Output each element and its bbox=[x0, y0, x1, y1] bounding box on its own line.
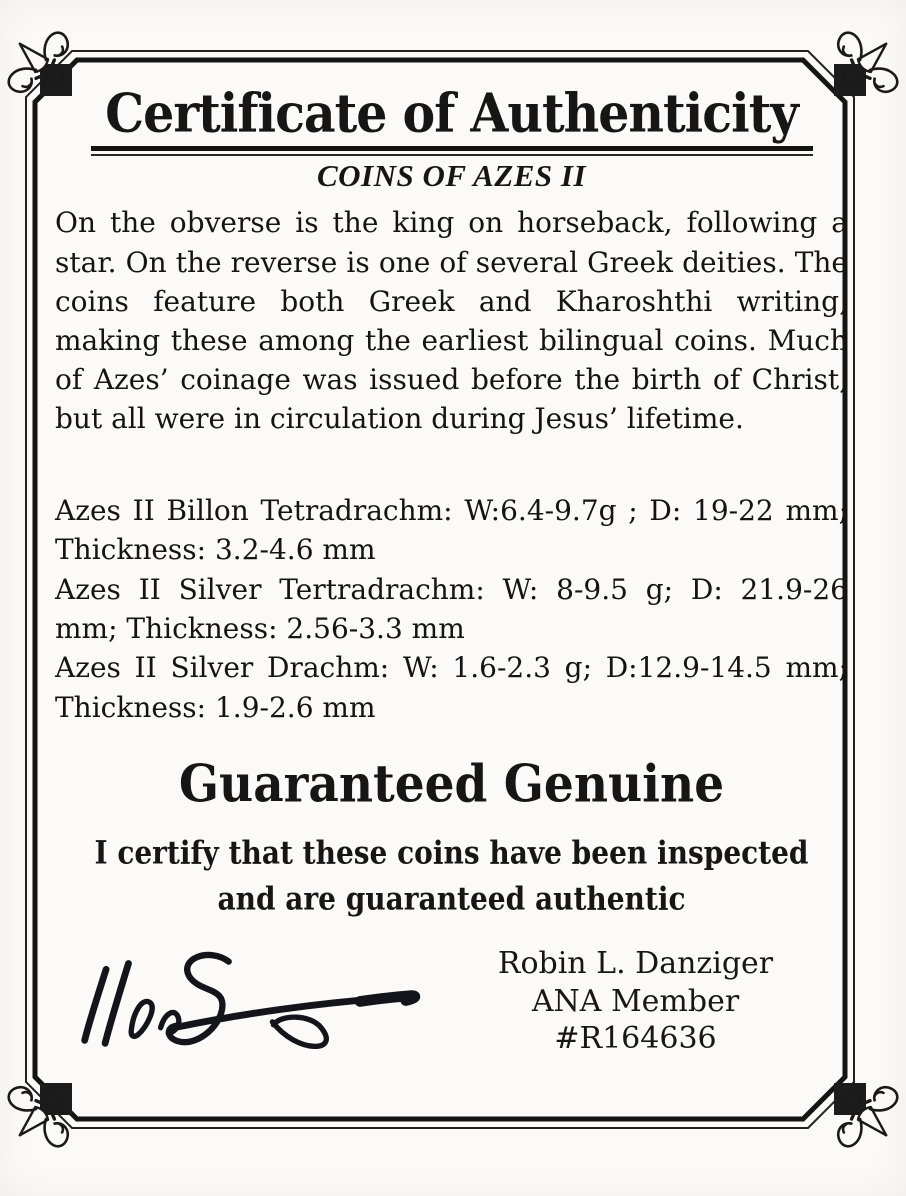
certificate-subtitle: COINS OF AZES II bbox=[316, 158, 587, 194]
signer-membership: ANA Member #R164636 bbox=[531, 983, 740, 1057]
signer-block bbox=[453, 945, 848, 1058]
spec-silver-drachm: Azes II Silver Drachm: W: 1.6-2.3 g; D:12.9-14.5 mm; Thickness: 1.9-2.6 mm bbox=[55, 651, 848, 724]
certification-statement bbox=[94, 832, 808, 923]
coin-specs-list bbox=[55, 491, 848, 728]
guarantee-heading: Guaranteed Genuine bbox=[178, 754, 725, 816]
certificate-title: Certificate of Authenticity bbox=[105, 81, 798, 145]
signature bbox=[73, 944, 453, 1060]
certify-line-1: I certify that these coins have been inspected bbox=[94, 834, 809, 872]
title-underline bbox=[91, 146, 813, 156]
signature-row bbox=[55, 944, 848, 1060]
certify-line-2: and are guaranteed authentic bbox=[217, 880, 686, 918]
certificate-content bbox=[55, 50, 848, 1144]
spec-silver-tetradrachm: Azes II Silver Tertradrachm: W: 8-9.5 g; D: 21.9-26 mm; Thickness: 2.56-3.3 mm bbox=[55, 572, 848, 645]
signature-scribble-icon bbox=[73, 944, 433, 1056]
spec-billon-tetradrachm: Azes II Billon Tetradrachm: W:6.4-9.7g ; D: 19-22 mm; Thickness: 3.2-4.6 mm bbox=[55, 493, 848, 567]
description-paragraph: On the obverse is the king on horseback, following a star. On the reverse is one of several Greek deities. The coins feature both Greek and Kharoshthi writing, making these among the earliest bilingual coins. Much of Azes’ coinage was issued before the birth of Christ, but all were in circulation during Jesus’ lifetime. bbox=[55, 206, 848, 436]
signer-name: Robin L. Danziger bbox=[497, 946, 774, 982]
